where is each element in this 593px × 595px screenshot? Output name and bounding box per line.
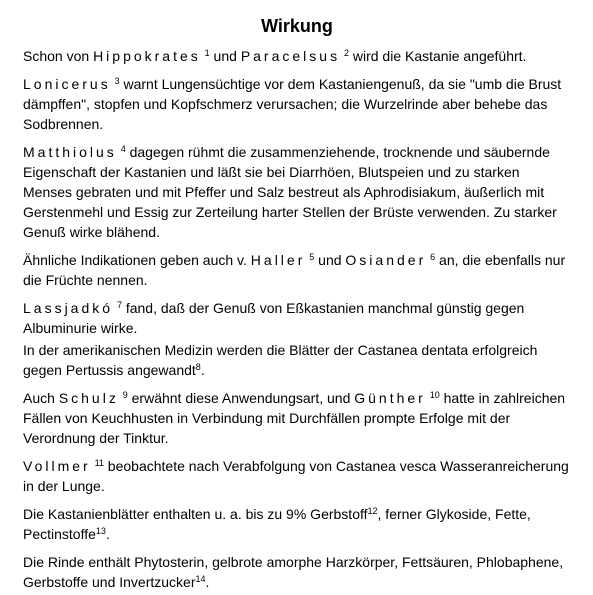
footnote-ref: 1: [204, 48, 210, 58]
author-name: Paracelsus: [240, 48, 341, 64]
paragraph: [23, 388, 571, 448]
text-run: Ähnliche Indikationen geben auch v.: [23, 252, 251, 268]
text-run: hatte in zahlreichen Fällen von Keuchhusten in Verbindung mit Durchfällen prompte Erfolge mit der Verordnung der Tinktur.: [23, 390, 566, 446]
paragraph: [23, 340, 571, 380]
document-body: [23, 46, 571, 592]
footnote-ref: 13: [95, 526, 106, 536]
text-run: fand, daß der Genuß von Eßkastanien manchmal günstig gegen Albuminurie wirke.: [23, 300, 525, 336]
paragraph: [23, 456, 571, 496]
text-run: Schon von: [23, 48, 94, 64]
paragraph: [23, 504, 571, 544]
paragraph: [23, 250, 571, 290]
text-run: dagegen rühmt die zusammenziehende, trocknende und säubernde Eigenschaft der Kastanien und läßt sie bei Diarrhöen, Blutspeien und zu starken Menses gebraten und mit Pfeffer und Salz bestreut als Aphrodisiakum, äußerlich mit Gerstenmehl und Essig zur Zerteilung harter Stellen der Brüste verwenden. Zu starker Genuß wirke blähend.: [23, 144, 557, 240]
author-name: Schulz: [58, 390, 119, 406]
footnote-ref: 4: [120, 144, 126, 154]
text-run: .: [205, 574, 210, 590]
text-run: und: [209, 48, 241, 64]
paragraph: [23, 298, 571, 338]
text-run: In der amerikanischen Medizin werden die Blätter der Castanea dentata erfolgreich gegen Pertussis angewandt: [23, 342, 538, 378]
footnote-ref: 5: [309, 252, 315, 262]
text-run: Die Kastanienblätter enthalten u. a. bis zu 9% Gerbstoff: [23, 506, 368, 522]
footnote-ref: 6: [430, 252, 436, 262]
text-run: , ferner Glykoside, Fette, Pectinstoffe: [23, 506, 531, 542]
author-name: Vollmer: [23, 458, 91, 474]
footnote-ref: 7: [116, 300, 122, 310]
author-name: Hippokrates: [93, 48, 201, 64]
text-run: Auch: [23, 390, 59, 406]
author-name: Günther: [354, 390, 426, 406]
paragraph: [23, 74, 571, 134]
text-run: .: [200, 362, 205, 378]
author-name: Haller: [250, 252, 306, 268]
footnote-ref: 9: [122, 390, 128, 400]
text-run: erwähnt diese Anwendungsart, und: [127, 390, 355, 406]
text-run: beobachtete nach Verabfolgung von Castanea vesca Wasseranreicherung in der Lunge.: [23, 458, 569, 494]
author-name: Lonicerus: [23, 76, 111, 92]
text-run: Die Rinde enthält Phytosterin, gelbrote amorphe Harzkörper, Fettsäuren, Phlobaphene, Gerbstoffe und Invertzucker: [23, 554, 564, 590]
paragraph: [23, 142, 571, 242]
author-name: Matthiolus: [23, 144, 117, 160]
text-run: .: [105, 526, 110, 542]
text-run: und: [314, 252, 346, 268]
author-name: Osiander: [345, 252, 427, 268]
footnote-ref: 14: [195, 574, 206, 584]
footnote-ref: 8: [195, 362, 201, 372]
footnote-ref: 11: [94, 458, 104, 468]
footnote-ref: 12: [367, 506, 378, 516]
page-title: Wirkung: [261, 16, 333, 36]
paragraph: [23, 46, 571, 66]
text-run: wird die Kastanie angeführt.: [348, 48, 527, 64]
paragraph: [23, 552, 571, 592]
footnote-ref: 10: [429, 390, 440, 400]
author-name: Lassjadkó: [23, 300, 114, 316]
text-run: an, die ebenfalls nur die Früchte nennen.: [23, 252, 566, 288]
footnote-ref: 3: [114, 76, 120, 86]
footnote-ref: 2: [343, 48, 349, 58]
text-run: warnt Lungensüchtige vor dem Kastaniengenuß, da sie "umb die Brust dämpffen", stopfen und Kopfschmerz verursachen; die Wurzelrinde aber behebe das Sodbrennen.: [23, 76, 562, 132]
